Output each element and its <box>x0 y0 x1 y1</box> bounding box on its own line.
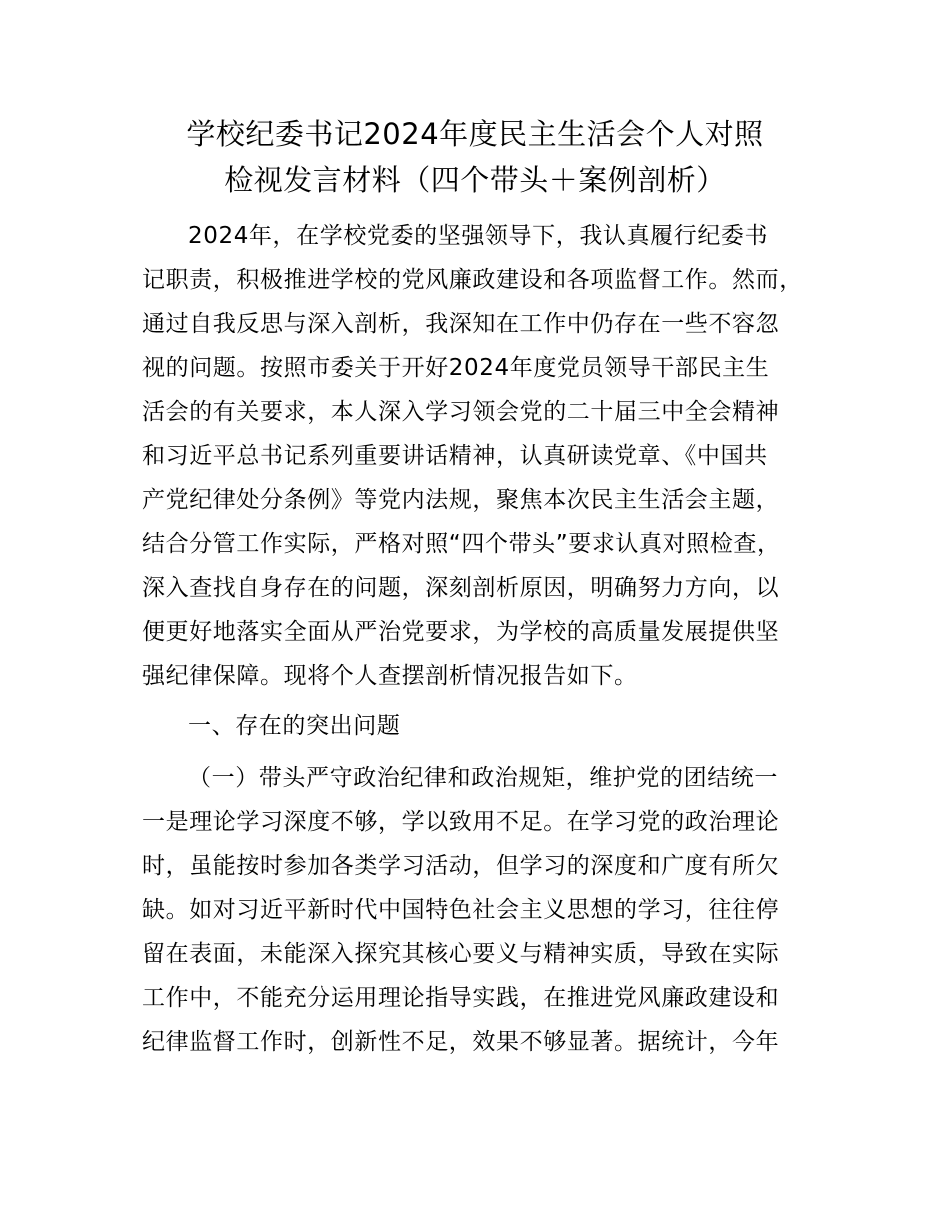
intro-paragraph-line: 2024年，在学校党委的坚强领导下，我认真履行纪委书 <box>188 223 769 249</box>
intro-paragraph-line: 强纪律保障。现将个人查摆剖析情况报告如下。 <box>142 663 638 689</box>
body-paragraph-line: 一是理论学习深度不够，学以致用不足。在学习党的政治理论 <box>142 809 780 835</box>
section-heading: 一、存在的突出问题 <box>188 713 401 739</box>
intro-paragraph-line: 通过自我反思与深入剖析，我深知在工作中仍存在一些不容忽 <box>142 311 780 337</box>
intro-paragraph-line: 深入查找自身存在的问题，深刻剖析原因，明确努力方向，以 <box>142 575 780 601</box>
body-paragraph-line: 留在表面，未能深入探究其核心要义与精神实质，导致在实际 <box>142 941 780 967</box>
body-paragraph-line: 缺。如对习近平新时代中国特色社会主义思想的学习，往往停 <box>142 897 780 923</box>
subsection-heading: （一）带头严守政治纪律和政治规矩，维护党的团结统一 <box>188 765 778 791</box>
intro-paragraph-line: 便更好地落实全面从严治党要求，为学校的高质量发展提供坚 <box>142 619 780 645</box>
body-paragraph-line: 纪律监督工作时，创新性不足，效果不够显著。据统计，今年 <box>142 1029 780 1055</box>
body-paragraph-line: 工作中，不能充分运用理论指导实践，在推进党风廉政建设和 <box>142 985 780 1011</box>
body-paragraph-line: 时，虽能按时参加各类学习活动，但学习的深度和广度有所欠 <box>142 853 780 879</box>
intro-paragraph-line: 视的问题。按照市委关于开好2024年度党员领导干部民主生 <box>142 355 770 381</box>
intro-paragraph-line: 结合分管工作实际，严格对照“四个带头”要求认真对照检查， <box>142 531 781 557</box>
document-title-line-1: 学校纪委书记2024年度民主生活会个人对照 <box>186 117 764 151</box>
intro-paragraph-line: 活会的有关要求，本人深入学习领会党的二十届三中全会精神 <box>142 399 780 425</box>
intro-paragraph-line: 记职责，积极推进学校的党风廉政建设和各项监督工作。然而， <box>142 267 803 293</box>
document-title-line-2: 检视发言材料（四个带头＋案例剖析） <box>224 163 726 197</box>
intro-paragraph-line: 和习近平总书记系列重要讲话精神，认真研读党章、《中国共 <box>142 443 768 469</box>
intro-paragraph-line: 产党纪律处分条例》等党内法规，聚焦本次民主生活会主题， <box>142 487 780 513</box>
